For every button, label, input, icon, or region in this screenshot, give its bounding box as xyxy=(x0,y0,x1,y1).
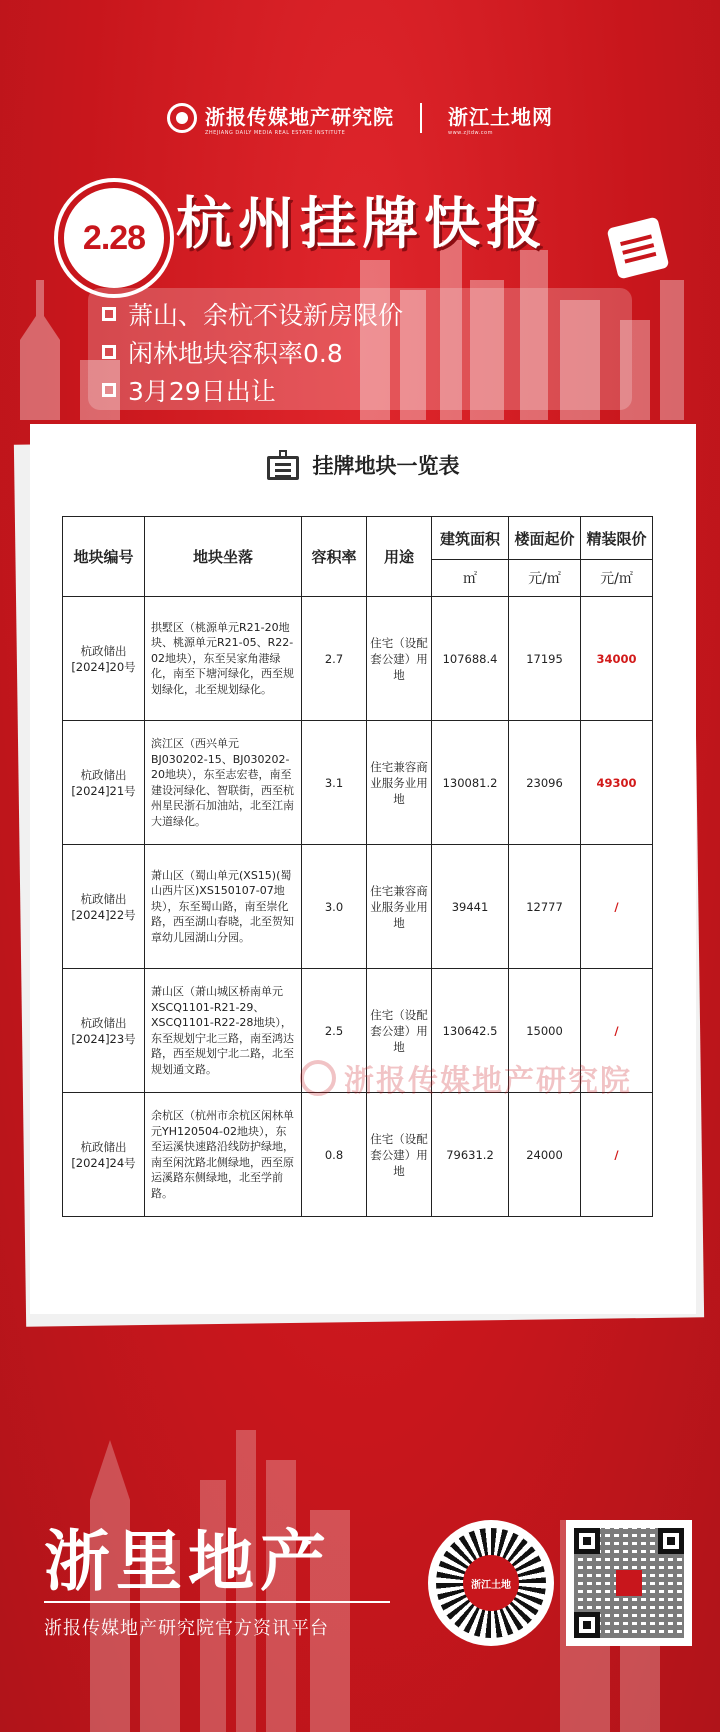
highlight-item xyxy=(102,372,276,408)
highlight-text: 萧山、余杭不设新房限价 xyxy=(128,301,404,330)
plot-location: 滨江区（西兴单元BJ030202-15、BJ030202-20地块），东至志宏巷，南至建设河绿化、智联街，西至杭州星民浙石加油站，北至江南大道绿化。 xyxy=(145,721,302,845)
unit-cell: 元/㎡ xyxy=(581,560,653,597)
org-name: 浙报传媒地产研究院 xyxy=(205,104,394,129)
plot-price-cap: / xyxy=(581,969,653,1093)
plot-area: 107688.4 xyxy=(432,597,509,721)
plot-use: 住宅兼容商业服务业用地 xyxy=(367,845,432,969)
site-url: www.zjtdw.com xyxy=(448,129,493,136)
table-row xyxy=(63,845,653,969)
plot-far: 0.8 xyxy=(302,1093,367,1217)
brand-name: 浙里地产 xyxy=(44,1523,332,1600)
plot-start-price: 24000 xyxy=(509,1093,581,1217)
plot-start-price: 12777 xyxy=(509,845,581,969)
site-logo xyxy=(448,101,553,136)
brand-divider xyxy=(44,1601,390,1603)
plot-id: 杭政储出 [2024]24号 xyxy=(63,1093,145,1217)
mini-program-code[interactable] xyxy=(428,1520,554,1646)
table-row xyxy=(63,721,653,845)
site-name: 浙江土地网 xyxy=(448,104,553,129)
highlight-text: 闲林地块容积率0.8 xyxy=(128,339,343,368)
square-bullet-icon xyxy=(102,383,116,397)
header-cell: 地块编号 xyxy=(63,517,145,597)
qr-code[interactable] xyxy=(566,1520,692,1646)
plot-location: 萧山区（蜀山单元(XS15)(蜀山西片区)XS150107-07地块），东至蜀山路，南至崇化路，西至湖山春晓，北至贺知章幼儿园湖山分园。 xyxy=(145,845,302,969)
date-text: 2.28 xyxy=(82,218,146,257)
qr-finder xyxy=(658,1528,684,1554)
org-logo xyxy=(167,101,394,136)
org-sub: ZHEJIANG DAILY MEDIA REAL ESTATE INSTITUTE xyxy=(205,129,346,136)
plot-far: 2.7 xyxy=(302,597,367,721)
plot-location: 余杭区（杭州市余杭区闲林单元YH120504-02地块），东至运溪快速路沿线防护绿地，南至闲沈路北侧绿地，西至原运溪路东侧绿地，北至学前路。 xyxy=(145,1093,302,1217)
square-bullet-icon xyxy=(102,345,116,359)
header-cell: 楼面起价 xyxy=(509,517,581,560)
table-row xyxy=(63,1093,653,1217)
plot-use: 住宅（设配套公建）用地 xyxy=(367,969,432,1093)
mini-program-label: 浙江土地 xyxy=(463,1555,519,1611)
page-title: 杭州挂牌快报 xyxy=(176,192,548,257)
plot-start-price: 23096 xyxy=(509,721,581,845)
plot-area: 79631.2 xyxy=(432,1093,509,1217)
plot-location: 拱墅区（桃源单元R21-20地块、桃源单元R21-05、R22-02地块），东至吴家角港绿化，南至下塘河绿化，西至规划绿化，北至规划绿化。 xyxy=(145,597,302,721)
table-heading xyxy=(30,450,696,480)
plot-area: 130081.2 xyxy=(432,721,509,845)
qr-finder xyxy=(574,1612,600,1638)
header-cell: 精装限价 xyxy=(581,517,653,560)
table-header-row xyxy=(63,517,653,560)
notice-board-icon xyxy=(267,450,299,480)
plot-id: 杭政储出 [2024]21号 xyxy=(63,721,145,845)
header-cell: 地块坐落 xyxy=(145,517,302,597)
plot-price-cap: 49300 xyxy=(581,721,653,845)
plot-location: 萧山区（萧山城区桥南单元XSCQ1101-R21-29、XSCQ1101-R22-28地块），东至规划宁北三路，南至鸿达路，西至规划宁北二路，北至规划通文路。 xyxy=(145,969,302,1093)
plot-price-cap: 34000 xyxy=(581,597,653,721)
plots-table xyxy=(62,516,653,1217)
table-row xyxy=(63,969,653,1093)
plot-use: 住宅（设配套公建）用地 xyxy=(367,1093,432,1217)
table-title: 挂牌地块一览表 xyxy=(312,454,460,478)
header-logos xyxy=(0,98,720,138)
plot-id: 杭政储出 [2024]22号 xyxy=(63,845,145,969)
qr-center-logo xyxy=(616,1570,642,1596)
highlight-item xyxy=(102,296,403,332)
org-logo-icon xyxy=(167,103,197,133)
highlights-box xyxy=(88,288,632,410)
plot-id: 杭政储出 [2024]23号 xyxy=(63,969,145,1093)
unit-cell: 元/㎡ xyxy=(509,560,581,597)
plot-use: 住宅兼容商业服务业用地 xyxy=(367,721,432,845)
plot-price-cap: / xyxy=(581,1093,653,1217)
plot-far: 3.1 xyxy=(302,721,367,845)
table-row xyxy=(63,597,653,721)
plot-far: 3.0 xyxy=(302,845,367,969)
highlight-text: 3月29日出让 xyxy=(128,377,276,406)
plot-area: 39441 xyxy=(432,845,509,969)
header-cell: 用途 xyxy=(367,517,432,597)
plot-start-price: 17195 xyxy=(509,597,581,721)
header-cell: 容积率 xyxy=(302,517,367,597)
brand-subtitle: 浙报传媒地产研究院官方资讯平台 xyxy=(44,1618,329,1639)
header-cell: 建筑面积 xyxy=(432,517,509,560)
highlight-item xyxy=(102,334,343,370)
plot-use: 住宅（设配套公建）用地 xyxy=(367,597,432,721)
unit-cell: ㎡ xyxy=(432,560,509,597)
watermark-text: 浙报传媒地产研究院 xyxy=(344,1064,632,1099)
date-badge xyxy=(58,182,170,294)
plot-id: 杭政储出 [2024]20号 xyxy=(63,597,145,721)
table-paper xyxy=(30,424,696,1314)
plot-start-price: 15000 xyxy=(509,969,581,1093)
plot-far: 2.5 xyxy=(302,969,367,1093)
plot-price-cap: / xyxy=(581,845,653,969)
logo-divider xyxy=(420,103,422,133)
plot-area: 130642.5 xyxy=(432,969,509,1093)
qr-finder xyxy=(574,1528,600,1554)
square-bullet-icon xyxy=(102,307,116,321)
